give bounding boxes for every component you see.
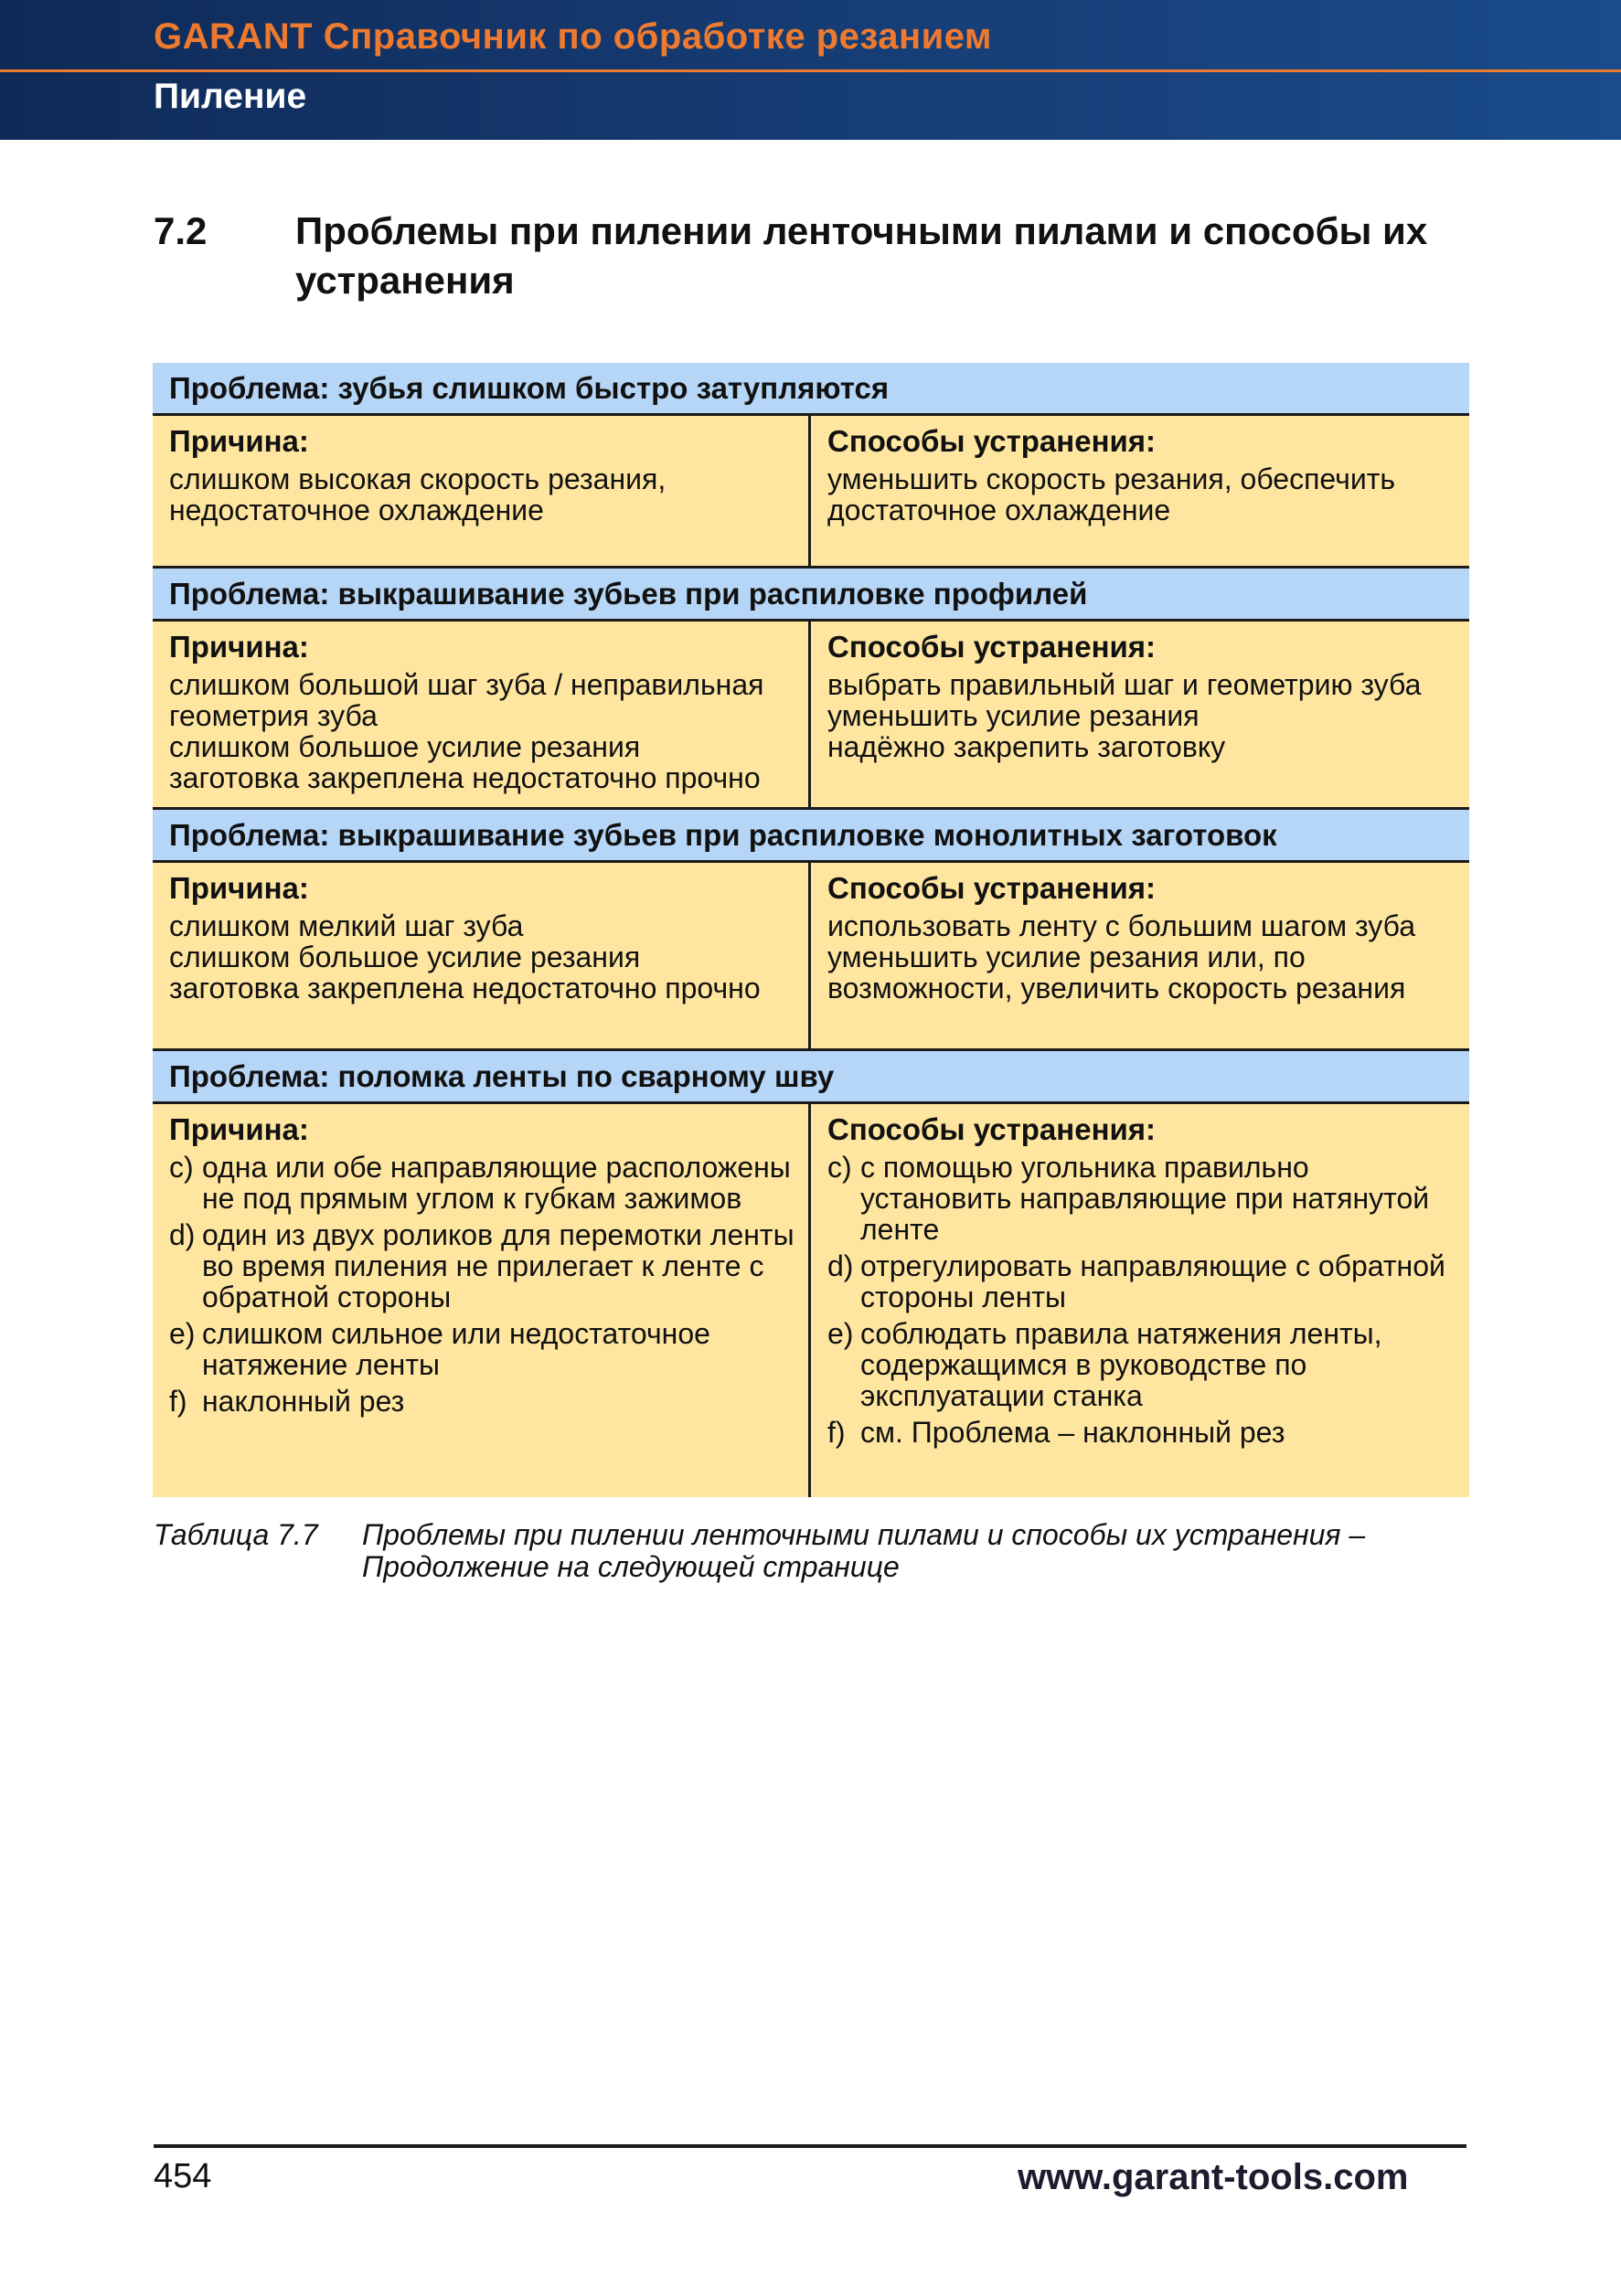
- remedy-line: использовать ленту с большим шагом зуба: [827, 909, 1416, 942]
- cause-line: недостаточное охлаждение: [169, 494, 544, 526]
- cause-label: Причина:: [169, 1112, 309, 1146]
- cause-line: слишком мелкий шаг зуба: [169, 909, 524, 942]
- cause-line: слишком большое усилие резания: [169, 730, 641, 763]
- list-item: [827, 1250, 1458, 1313]
- item-text: одна или обе направляющие расположены не под прямым углом к губкам зажимов: [202, 1151, 791, 1215]
- table-row: [153, 863, 1469, 1051]
- website-link[interactable]: www.garant-tools.com: [1018, 2157, 1409, 2197]
- remedy-cell: [811, 416, 1469, 566]
- remedy-label: Способы устранения:: [827, 1112, 1157, 1146]
- item-marker: f): [169, 1385, 187, 1418]
- table-row: [153, 1104, 1469, 1497]
- remedy-cell: [811, 1104, 1469, 1497]
- list-item: [169, 1318, 797, 1380]
- cause-cell: [153, 863, 811, 1048]
- remedy-line: достаточное охлаждение: [827, 494, 1171, 526]
- remedy-cell: [811, 863, 1469, 1048]
- footer-rule: [154, 2144, 1466, 2148]
- list-item: [169, 1219, 797, 1313]
- list-item: [169, 1152, 797, 1214]
- cause-cell: [153, 622, 811, 807]
- cause-line: слишком большое усилие резания: [169, 941, 641, 973]
- troubleshooting-table: [153, 363, 1469, 1497]
- table-row: [153, 416, 1469, 569]
- item-marker: f): [827, 1416, 846, 1449]
- cause-label: Причина:: [169, 871, 309, 905]
- remedy-cell: [811, 622, 1469, 807]
- cause-line: заготовка закреплена недостаточно прочно: [169, 972, 761, 1004]
- item-marker: e): [827, 1317, 854, 1350]
- remedy-line: выбрать правильный шаг и геометрию зуба: [827, 668, 1422, 701]
- item-text: слишком сильное или недостаточное натяжение ленты: [202, 1317, 710, 1381]
- cause-line: геометрия зуба: [169, 699, 378, 732]
- list-item: [169, 1386, 797, 1417]
- item-text: один из двух роликов для перемотки ленты во время пиления не прилегает к ленте с обратной стороны: [202, 1218, 795, 1313]
- cause-label: Причина:: [169, 424, 309, 458]
- item-text: см. Проблема – наклонный рез: [860, 1416, 1285, 1449]
- remedy-line: уменьшить скорость резания, обеспечить: [827, 462, 1396, 495]
- section-number: 7.2: [154, 209, 208, 252]
- remedy-label: Способы устранения:: [827, 630, 1157, 664]
- cause-cell: [153, 1104, 811, 1497]
- problem-header: Проблема: зубья слишком быстро затупляются: [153, 363, 1469, 416]
- remedy-label: Способы устранения:: [827, 424, 1157, 458]
- header-rule: [0, 69, 1621, 72]
- remedy-line: уменьшить усилие резания: [827, 699, 1200, 732]
- problem-header: Проблема: выкрашивание зубьев при распиловке монолитных заготовок: [153, 810, 1469, 863]
- book-title: GARANT Справочник по обработке резанием: [154, 16, 993, 57]
- caption-label: Таблица 7.7: [154, 1518, 318, 1551]
- item-text: наклонный рез: [202, 1385, 405, 1418]
- page-header: [0, 0, 1621, 140]
- item-text: соблюдать правила натяжения ленты, содержащимся в руководстве по эксплуатации станка: [860, 1317, 1382, 1412]
- item-marker: e): [169, 1317, 196, 1350]
- item-text: отрегулировать направляющие с обратной стороны ленты: [860, 1249, 1445, 1313]
- list-item: [827, 1417, 1458, 1448]
- caption-text: Проблемы при пилении ленточными пилами и способы их устранения – Продолжение на следующей странице: [362, 1518, 1366, 1583]
- item-marker: c): [169, 1151, 194, 1184]
- section-title: Проблемы при пилении ленточными пилами и способы их устранения: [295, 209, 1428, 302]
- page-number: 454: [154, 2157, 212, 2195]
- list-item: [827, 1318, 1458, 1411]
- remedy-line: возможности, увеличить скорость резания: [827, 972, 1406, 1004]
- list-item: [827, 1152, 1458, 1245]
- cause-line: слишком высокая скорость резания,: [169, 462, 667, 495]
- item-marker: d): [169, 1218, 196, 1251]
- table-row: [153, 622, 1469, 810]
- chapter-title: Пиление: [154, 77, 307, 116]
- cause-label: Причина:: [169, 630, 309, 664]
- cause-line: слишком большой шаг зуба / неправильная: [169, 668, 764, 701]
- problem-header: Проблема: выкрашивание зубьев при распиловке профилей: [153, 569, 1469, 622]
- remedy-line: уменьшить усилие резания или, по: [827, 941, 1306, 973]
- problem-header: Проблема: поломка ленты по сварному шву: [153, 1051, 1469, 1104]
- remedy-label: Способы устранения:: [827, 871, 1157, 905]
- cause-cell: [153, 416, 811, 566]
- item-marker: d): [827, 1249, 854, 1282]
- remedy-line: надёжно закрепить заготовку: [827, 730, 1226, 763]
- item-marker: c): [827, 1151, 852, 1184]
- item-text: с помощью угольника правильно установить направляющие при натянутой ленте: [860, 1151, 1430, 1246]
- cause-line: заготовка закреплена недостаточно прочно: [169, 761, 761, 794]
